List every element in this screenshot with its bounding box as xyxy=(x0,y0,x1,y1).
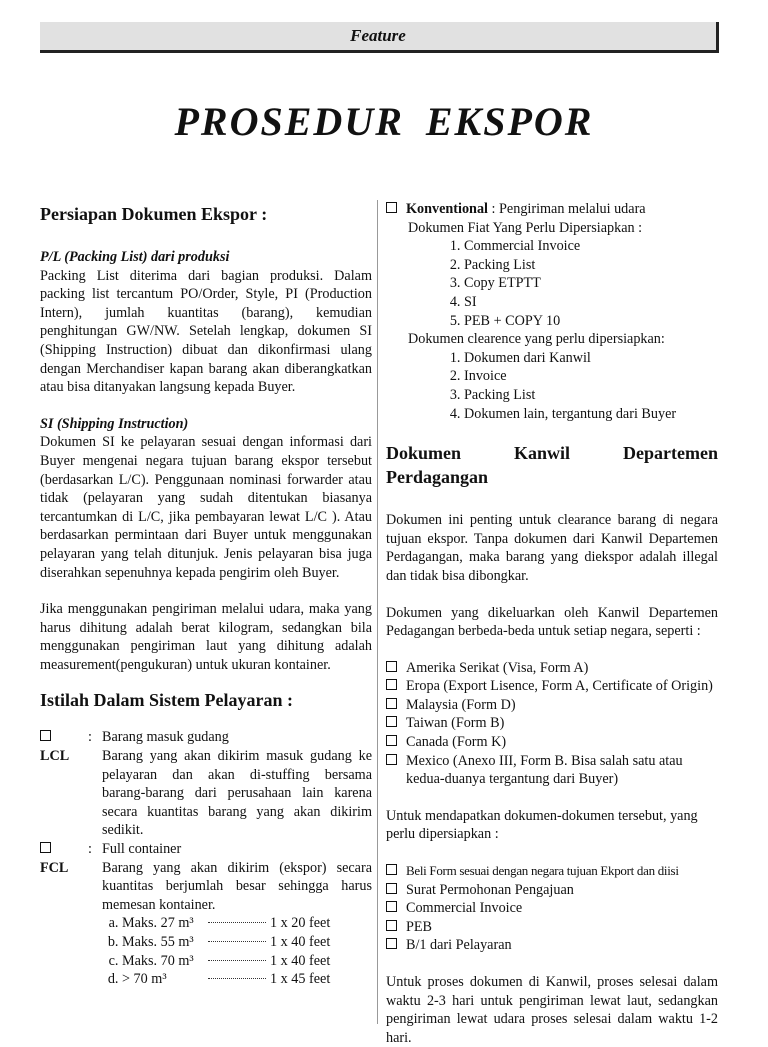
checkbox-icon xyxy=(386,661,397,672)
term-lcl: LCL : Barang masuk gudang Barang yang akan dikirim masuk gudang ke pelayaran dan akan di-stuffing bersama barang-barang dari perusahaan lain karena secara kuantitas barang yang akan dikirim sedikit. xyxy=(40,729,372,839)
section-heading-istilah: Istilah Dalam Sistem Pelayaran : xyxy=(40,690,293,711)
checkbox-icon xyxy=(40,842,51,853)
list-item: Mexico (Anexo III, Form B. Bisa salah satu atau kedua-duanya tergantung dari Buyer) xyxy=(386,752,718,789)
checkbox-icon xyxy=(386,202,397,213)
list-item: c. Maks. 70 m³ 1 x 40 feet xyxy=(122,952,372,971)
section-heading-persiapan: Persiapan Dokumen Ekspor : xyxy=(40,204,268,224)
list-item: Amerika Serikat (Visa, Form A) xyxy=(386,659,718,678)
list-item: Canada (Form K) xyxy=(386,733,718,752)
si-subheading: SI (Shipping Instruction) xyxy=(40,415,189,432)
country-list xyxy=(386,659,718,789)
prep-list xyxy=(386,862,718,955)
pl-paragraph: Packing List diterima dari bagian produksi. Dalam packing list tercantum PO/Order, Style, PI (Production Intern), jumlah kuantitas (barang), kemudian penghitungan GW/NW. Setelah lengkap, dokumen SI (Shipping Instruction) dibuat dan dikonfirmasi ulang dengan Merchandiser kapan barang akan diberangkatkan atau bisa ditanyakan langsung kepada Buyer. xyxy=(40,267,372,396)
checkbox-icon xyxy=(386,864,397,875)
clearance-list xyxy=(386,349,718,423)
list-item: Beli Form sesuai dengan negara tujuan Ekport dan diisi xyxy=(386,862,718,881)
list-item: Commercial Invoice xyxy=(386,899,718,918)
list-item: Taiwan (Form B) xyxy=(386,714,718,733)
list-item: 4. Dokumen lain, tergantung dari Buyer xyxy=(464,405,718,424)
list-item: 3. Packing List xyxy=(464,386,718,405)
clearance-heading: Dokumen clearence yang perlu dipersiapkan: xyxy=(408,331,665,348)
checkbox-icon xyxy=(386,883,397,894)
list-item: PEB xyxy=(386,918,718,937)
list-item: Eropa (Export Lisence, Form A, Certificate of Origin) xyxy=(386,677,718,696)
proses-paragraph: Untuk proses dokumen di Kanwil, proses selesai dalam waktu 2-3 hari untuk pengiriman lewat laut, sedangkan pengiriman lewat udara proses selesai dalam waktu 1-2 hari. xyxy=(386,974,718,1046)
konventional-line: Konventional : Pengiriman melalui udara xyxy=(386,200,718,219)
checkbox-icon xyxy=(386,754,397,765)
list-item: 5. PEB + COPY 10 xyxy=(464,312,718,331)
list-item: 2. Packing List xyxy=(464,256,718,275)
term-fcl: FCL : Full container Barang yang akan dikirim (ekspor) secara kuantitas berjumlah besar sehingga harus memesan kontainer. a. Maks. 27 m³ 1 x 20 feet b. Maks. 55 m³ 1 x 40 feet c. Maks. 70 m³ 1 x 40 feet d. > 70 m³ 1 x 45 feet xyxy=(40,840,372,989)
list-item: a. Maks. 27 m³ 1 x 20 feet xyxy=(122,914,372,933)
checkbox-icon xyxy=(386,938,397,949)
untuk-paragraph: Untuk mendapatkan dokumen-dokumen tersebut, yang perlu dipersiapkan : xyxy=(386,807,698,843)
checkbox-icon xyxy=(386,679,397,690)
feature-banner: Feature xyxy=(40,22,719,53)
term-description: Barang yang akan dikirim (ekspor) secara kuantitas berjumlah besar sehingga harus memesan kontainer. xyxy=(102,859,372,913)
si-paragraph: Dokumen SI ke pelayaran sesuai dengan informasi dari Buyer mengenai negara tujuan barang ekspor tersebut (berdasarkan L/C). Penggunaan nominasi forwarder atau tidak (pelayaran yang sudah ditentukan biasanya tercantumkan di L/C, jika pembayaran lewat L/C ). Atau berdasarkan permintaan dari Buyer untuk menggunakan pelayaran yang telah ditunjuk. Jenis pelayaran bisa juga diserahkan sepenuhnya kepada pengirim oleh Buyer. xyxy=(40,434,372,581)
left-column xyxy=(40,200,372,989)
list-item: Surat Permohonan Pengajuan xyxy=(386,881,718,900)
list-item: 4. SI xyxy=(464,293,718,312)
kanwil-paragraph-1: Dokumen ini penting untuk clearance barang di negara tujuan ekspor. Tanpa dokumen dari Kanwil Departemen Perdagangan, maka barang yang diekspor adalah illegal dan tidak bisa dibongkar. xyxy=(386,512,718,584)
container-size-list xyxy=(102,914,372,988)
term-label: FCL xyxy=(40,859,69,876)
pl-subheading: P/L (Packing List) dari produksi xyxy=(40,249,230,265)
checkbox-icon xyxy=(386,716,397,727)
term-head: Full container xyxy=(102,841,182,858)
list-item: B/1 dari Pelayaran xyxy=(386,936,718,955)
list-item: 1. Commercial Invoice xyxy=(464,237,718,256)
term-label: LCL xyxy=(40,748,70,765)
kanwil-paragraph-2: Dokumen yang dikeluarkan oleh Kanwil Departemen Pedagangan berbeda-beda untuk setiap negara, seperti : xyxy=(386,604,718,640)
checkbox-icon xyxy=(386,920,397,931)
udara-paragraph: Jika menggunakan pengiriman melalui udara, maka yang harus dihitung adalah berat kilogram, sedangkan bila menggunakan pengiriman laut yang dihitung adalah measurement(pengukuran) untuk ukuran kontainer. xyxy=(40,601,372,673)
list-item: b. Maks. 55 m³ 1 x 40 feet xyxy=(122,933,372,952)
list-item: 3. Copy ETPTT xyxy=(464,274,718,293)
list-item: Malaysia (Form D) xyxy=(386,696,718,715)
term-description: Barang yang akan dikirim masuk gudang ke pelayaran dan akan di-stuffing bersama barang-barang dari perusahaan lain karena secara kuantitas barang yang akan dikirim sedikit. xyxy=(102,748,372,839)
checkbox-icon xyxy=(40,730,51,741)
checkbox-icon xyxy=(386,698,397,709)
column-divider xyxy=(377,200,378,1024)
fiat-heading: Dokumen Fiat Yang Perlu Dipersiapkan : xyxy=(408,219,643,236)
fiat-list xyxy=(386,237,718,330)
checkbox-icon xyxy=(386,901,397,912)
list-item: 2. Invoice xyxy=(464,367,718,386)
right-column xyxy=(386,200,718,1047)
list-item: 1. Dokumen dari Kanwil xyxy=(464,349,718,368)
section-heading-kanwil: Dokumen Kanwil Departemen Perdagangan xyxy=(386,443,718,488)
term-head: Barang masuk gudang xyxy=(102,729,229,746)
list-item: d. > 70 m³ 1 x 45 feet xyxy=(122,970,372,989)
page-title: PROSEDUR EKSPOR xyxy=(174,99,594,144)
checkbox-icon xyxy=(386,735,397,746)
